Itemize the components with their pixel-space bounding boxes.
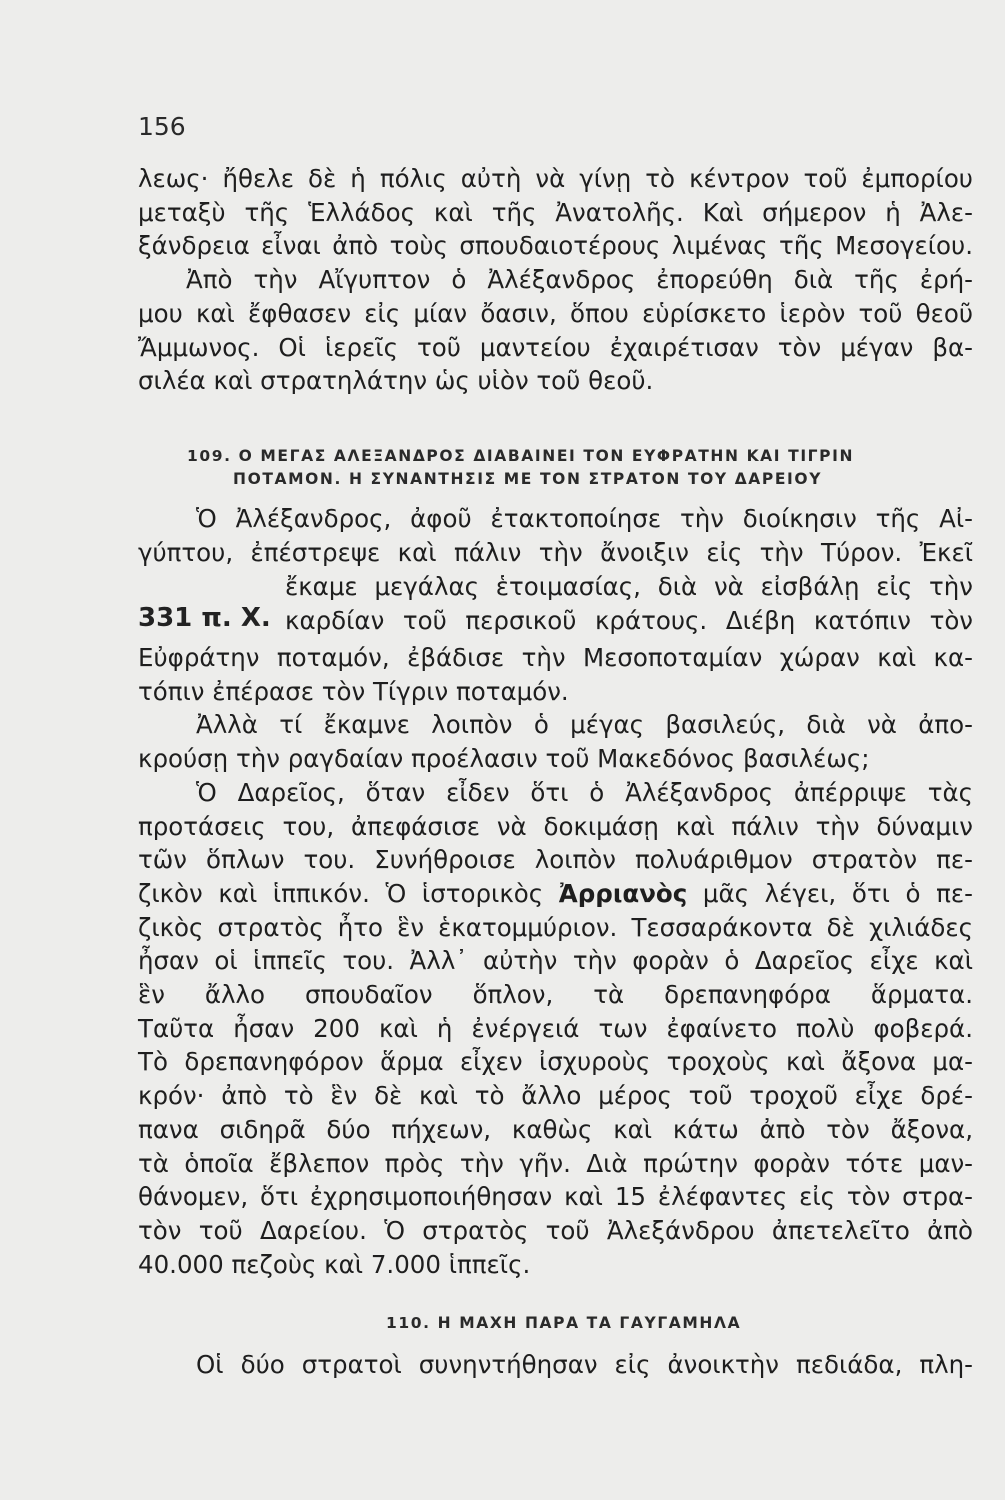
text-line: θάνομεν, ὅτι ἐχρησιμοποιήθησαν καὶ 15 ἐλέφαντες εἰς τὸν στρα- — [138, 1182, 973, 1212]
text-line: ἦσαν οἱ ἱππεῖς του. Ἀλλ᾽ αὐτὴν τὴν φορὰν ὁ Δαρεῖος εἶχε καὶ — [138, 946, 973, 976]
text-line: σιλέα καὶ στρατηλάτην ὡς υἱὸν τοῦ θεοῦ. — [138, 366, 654, 396]
section-heading-109 — [187, 445, 854, 491]
text-line: μεταξὺ τῆς Ἑλλάδος καὶ τῆς Ἀνατολῆς. Καὶ σήμερον ἡ Ἀλε- — [138, 197, 973, 227]
text-line: Ταῦτα ἦσαν 200 καὶ ἡ ἐνέργειά των ἐφαίνετο πολὺ φοβερά. — [138, 1013, 973, 1043]
text-line: γύπτου, ἐπέστρεψε καὶ πάλιν τὴν ἄνοιξιν εἰς τὴν Τύρον. Ἐκεῖ — [138, 537, 973, 567]
paragraph-gaugamela — [138, 1348, 973, 1382]
paragraph-tyre — [138, 502, 973, 569]
paragraph-alexandria — [138, 162, 973, 398]
text-line: ξάνδρεια εἶναι ἀπὸ τοὺς σπουδαιοτέρους λιμένας τῆς Μεσογείου. — [138, 231, 973, 261]
historian-name: Ἀρριανὸς — [558, 878, 688, 908]
text-line: Ἀπὸ τὴν Αἴγυπτον ὁ Ἀλέξανδρος ἐπορεύθη διὰ τῆς ἐρή- — [186, 265, 973, 295]
text-line: μου καὶ ἔφθασεν εἰς μίαν ὄασιν, ὅπου εὑρίσκετο ἱερὸν τοῦ θεοῦ — [138, 298, 973, 328]
text-line: τὸν τοῦ Δαρείου. Ὁ στρατὸς τοῦ Ἀλεξάνδρου ἀπετελεῖτο ἀπὸ — [138, 1215, 973, 1245]
section-heading-110 — [386, 1312, 741, 1335]
text-line: ἓν ἄλλο σπουδαῖον ὅπλον, τὰ δρεπανηφόρα ἅρματα. — [138, 980, 973, 1010]
text-line: Οἱ δύο στρατοὶ συνηντήθησαν εἰς ἀνοικτὴν πεδιάδα, πλη- — [196, 1350, 973, 1379]
text-line: τὰ ὁποῖα ἔβλεπον πρὸς τὴν γῆν. Διὰ πρώτην φορὰν τότε μαν- — [138, 1148, 973, 1178]
text-line: κρόν· ἀπὸ τὸ ἓν δὲ καὶ τὸ ἄλλο μέρος τοῦ τροχοῦ εἶχε δρέ- — [138, 1081, 973, 1111]
text-line: λεως· ἤθελε δὲ ἡ πόλις αὐτὴ νὰ γίνῃ τὸ κέντρον τοῦ ἐμπορίου — [138, 164, 973, 193]
text-line: καρδίαν τοῦ περσικοῦ κράτους. Διέβη κατόπιν τὸν — [285, 605, 973, 635]
text-line: κρούσῃ τὴν ραγδαίαν προέλασιν τοῦ Μακεδόνος βασιλέως; — [138, 744, 870, 774]
heading-line: 109. Ο ΜΕΓΑΣ ΑΛΕΞΑΝΔΡΟΣ ΔΙΑΒΑΙΝΕΙ ΤΟΝ ΕΥΦΡΑΤΗΝ ΚΑΙ ΤΙΓΡΙΝ — [187, 447, 855, 465]
text-line: Τὸ δρεπανηφόρον ἅρμα εἶχεν ἰσχυροὺς τροχοὺς καὶ ἄξονα μα- — [138, 1047, 973, 1077]
text-line: ἔκαμε μεγάλας ἑτοιμασίας, διὰ νὰ εἰσβάλῃ εἰς τὴν — [285, 572, 973, 601]
text-line: Εὐφράτην ποταμόν, ἐβάδισε τὴν Μεσοποταμίαν χώραν καὶ κα- — [138, 643, 973, 672]
heading-line: 110. Η ΜΑΧΗ ΠΑΡΑ ΤΑ ΓΑΥΓΑΜΗΛΑ — [386, 1314, 742, 1332]
paragraph-beside-note — [285, 570, 973, 637]
text-line: Ἀλλὰ τί ἔκαμνε λοιπὸν ὁ μέγας βασιλεύς, διὰ νὰ ἀπο- — [196, 710, 973, 740]
text-line: 40.000 πεζοὺς καὶ 7.000 ἱππεῖς. — [138, 1249, 531, 1279]
text-line: Ὁ Δαρεῖος, ὅταν εἶδεν ὅτι ὁ Ἀλέξανδρος ἀπέρριψε τὰς — [196, 777, 973, 807]
paragraph-darius — [138, 641, 973, 1281]
text-line: Ἄμμωνος. Οἱ ἱερεῖς τοῦ μαντείου ἐχαιρέτισαν τὸν μέγαν βα- — [138, 332, 973, 362]
text-line: ζικὸς στρατὸς ἦτο ἓν ἑκατομμύριον. Τεσσαράκοντα δὲ χιλιάδες — [138, 912, 973, 942]
text-line: πανα σιδηρᾶ δύο πήχεων, καθὼς καὶ κάτω ἀπὸ τὸν ἄξονα, — [138, 1114, 973, 1144]
text-fragment: ζικὸν καὶ ἱππικόν. Ὁ ἱστορικὸς — [138, 878, 559, 908]
text-line: προτάσεις του, ἀπεφάσισε νὰ δοκιμάσῃ καὶ πάλιν τὴν δύναμιν — [138, 811, 973, 841]
text-line — [138, 877, 973, 911]
text-line: τόπιν ἐπέρασε τὸν Τίγριν ποταμόν. — [138, 676, 569, 706]
heading-line: ΠΟΤΑΜΟΝ. Η ΣΥΝΑΝΤΗΣΙΣ ΜΕ ΤΟΝ ΣΤΡΑΤΟΝ ΤΟΥ ΔΑΡΕΙΟΥ — [233, 470, 823, 488]
page-number: 156 — [138, 112, 186, 141]
text-fragment: μᾶς λέγει, ὅτι ὁ πε- — [687, 878, 973, 908]
text-line: τῶν ὅπλων του. Συνήθροισε λοιπὸν πολυάριθμον στρατὸν πε- — [138, 845, 973, 875]
text-line: Ὁ Ἀλέξανδρος, ἀφοῦ ἐτακτοποίησε τὴν διοίκησιν τῆς Αἰ- — [196, 504, 973, 533]
margin-date-note: 331 π. Χ. — [138, 603, 271, 633]
